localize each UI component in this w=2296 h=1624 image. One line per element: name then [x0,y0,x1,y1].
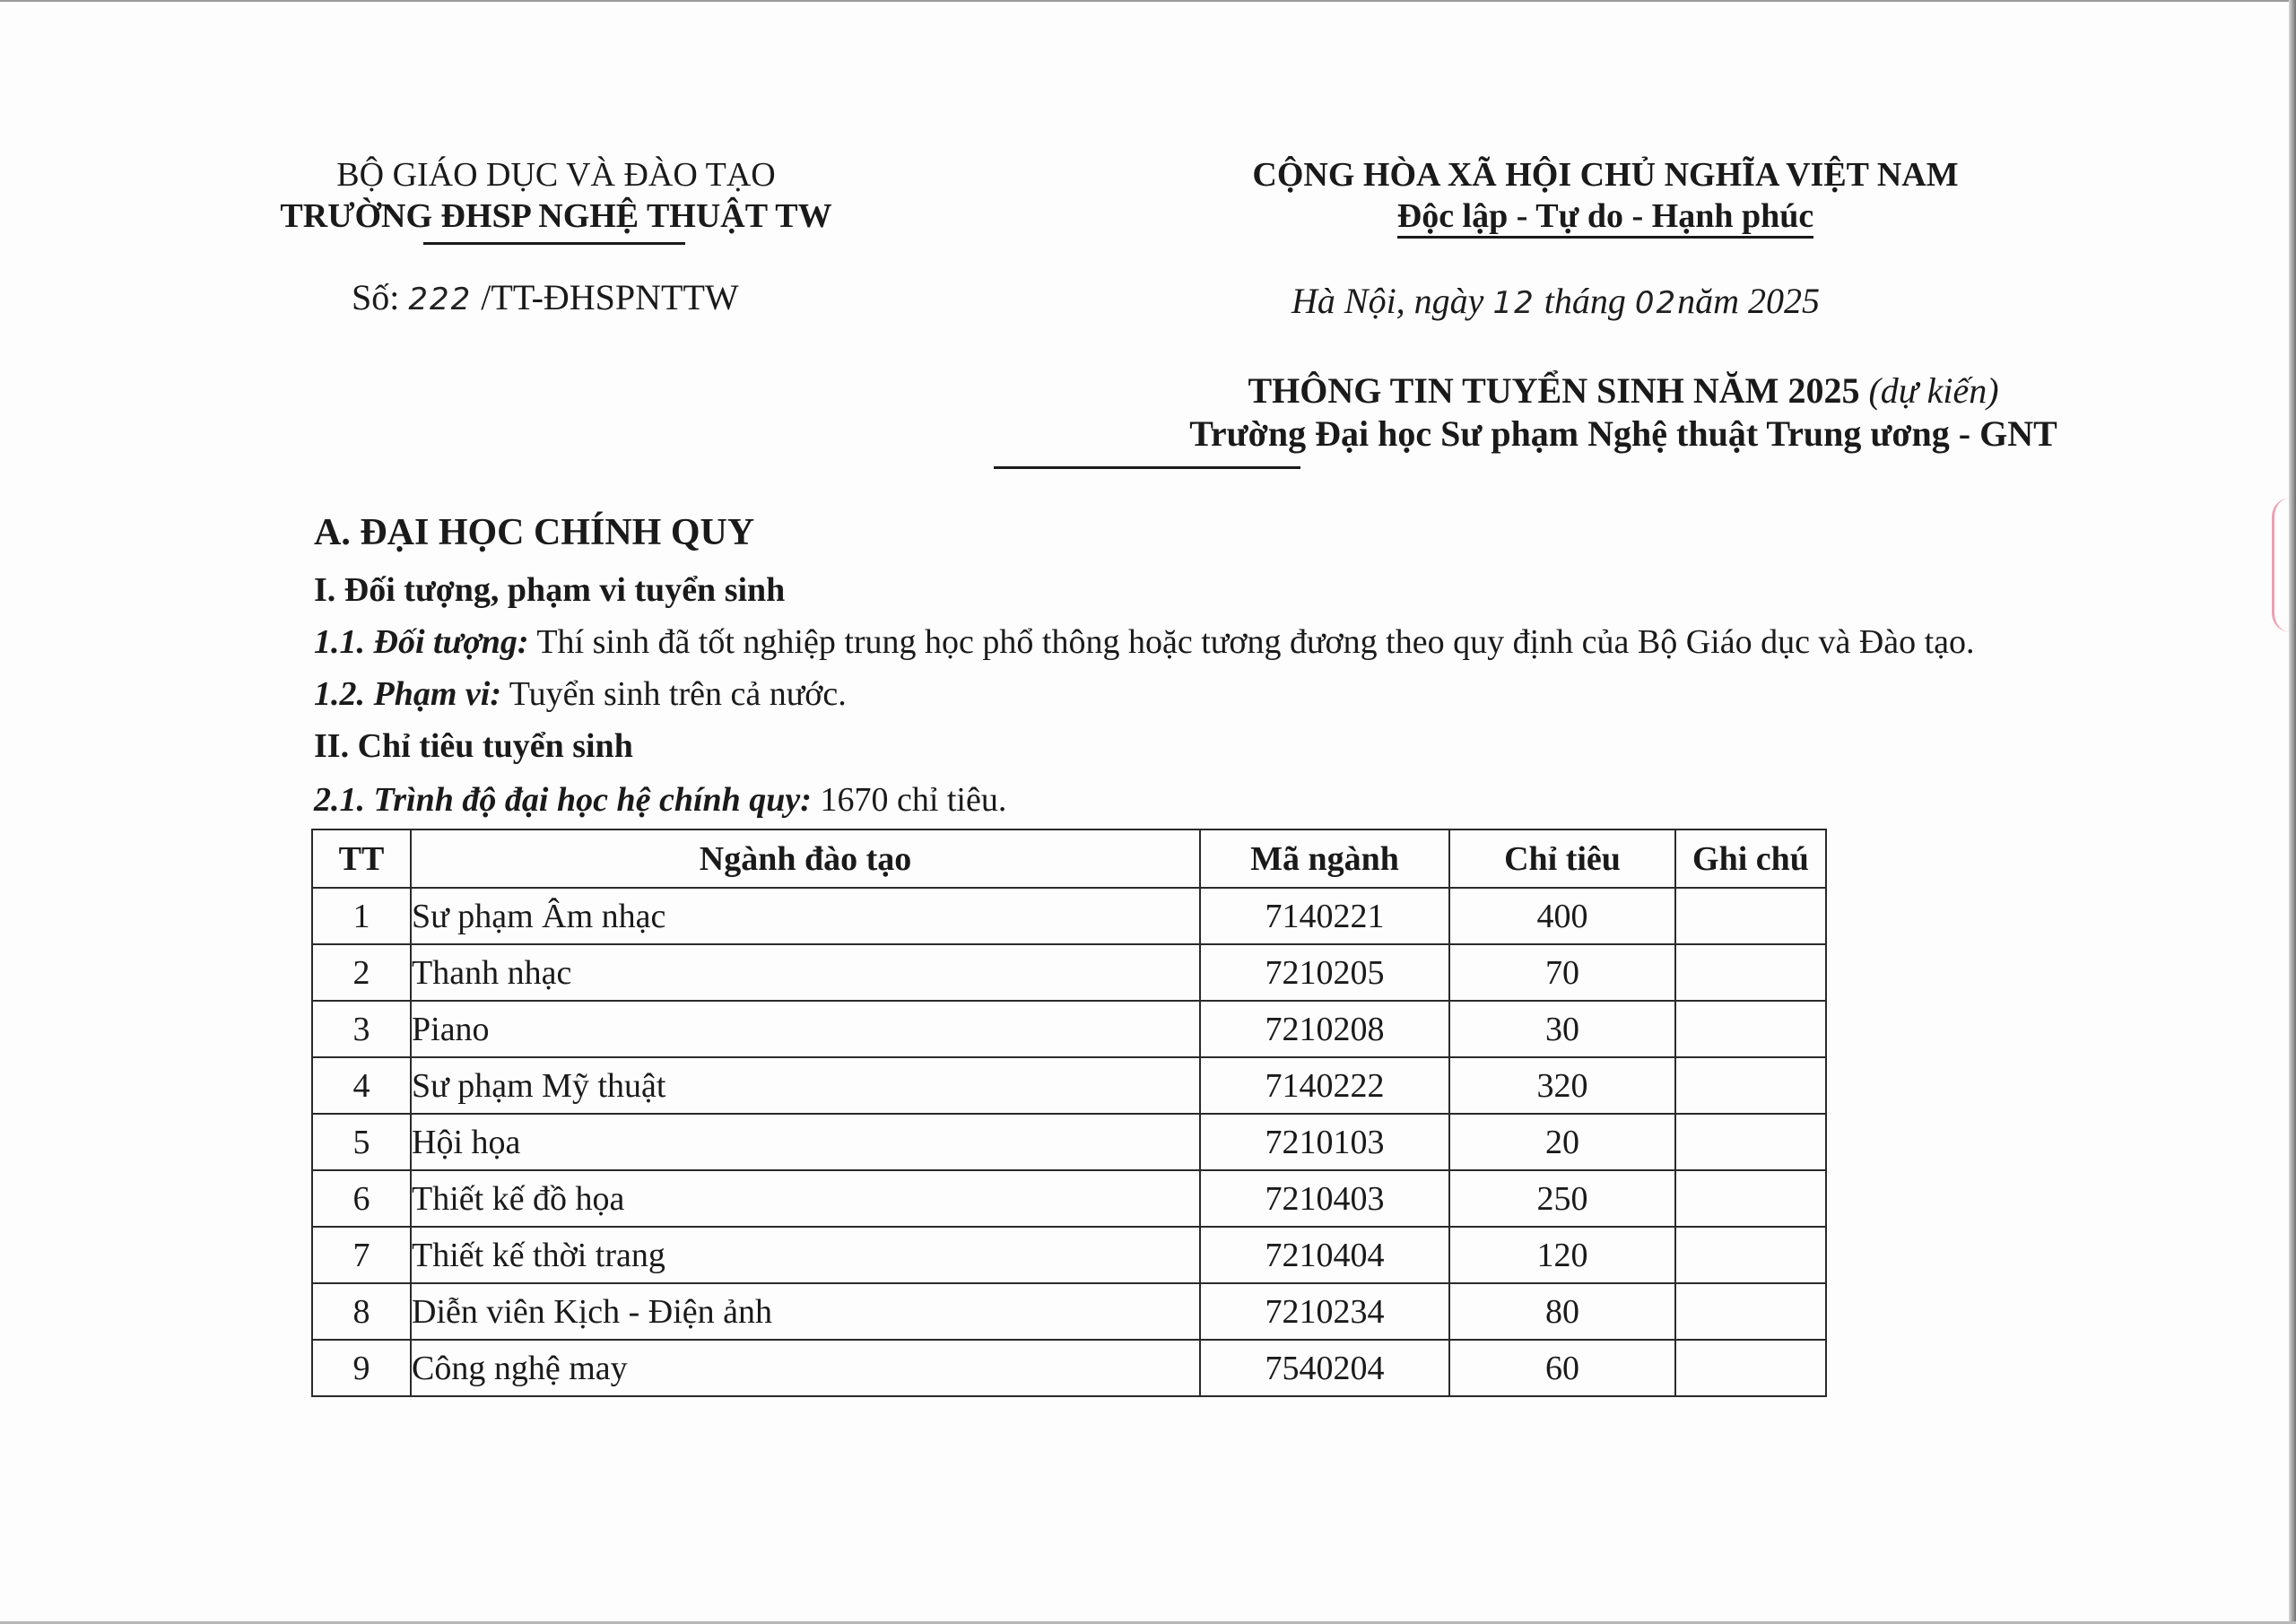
title-note: (dự kiến) [1868,370,1999,411]
cell-note [1675,944,1826,1001]
table-row [312,1170,1826,1227]
cell-major: Hội họa [411,1114,1200,1170]
cell-tt: 5 [312,1114,411,1170]
ministry-name: BỘ GIÁO DỤC VÀ ĐÀO TẠO [336,156,776,194]
section-a-heading: A. ĐẠI HỌC CHÍNH QUY [314,512,755,553]
cell-tt: 1 [312,888,411,944]
table-row [312,1001,1826,1057]
cell-code: 7540204 [1200,1340,1449,1396]
cell-major: Piano [411,1001,1200,1057]
seal-fragment [2272,498,2291,632]
col-header-quota: Chỉ tiêu [1449,829,1675,888]
date-month-handwritten: 02 [1634,285,1678,321]
scan-edge-right [2289,0,2296,1624]
col-header-note: Ghi chú [1675,829,1826,888]
cell-note [1675,1057,1826,1114]
paragraph-1-1 [314,622,1975,662]
cell-code: 7210208 [1200,1001,1449,1057]
country-name: CỘNG HÒA XÃ HỘI CHỦ NGHĨA VIỆT NAM [1252,156,1959,194]
title-line-1 [502,369,2296,412]
cell-tt: 4 [312,1057,411,1114]
table-row [312,1283,1826,1340]
cell-quota: 70 [1449,944,1675,1001]
p11-label: 1.1. Đối tượng: [314,623,529,661]
cell-code: 7210404 [1200,1227,1449,1283]
date-prefix: Hà Nội, ngày [1292,281,1484,321]
date-day-handwritten: 12 [1492,285,1535,321]
section-i-heading: I. Đối tượng, phạm vi tuyển sinh [314,571,786,609]
cell-tt: 7 [312,1227,411,1283]
section-ii-heading: II. Chỉ tiêu tuyển sinh [314,727,633,765]
p12-text: Tuyển sinh trên cả nước. [500,675,847,713]
school-name: TRƯỜNG ĐHSP NGHỆ THUẬT TW [280,197,832,235]
cell-major: Sư phạm Mỹ thuật [411,1057,1200,1114]
cell-quota: 60 [1449,1340,1675,1396]
table-row [312,888,1826,944]
scan-edge-top [0,0,2296,2]
cell-quota: 30 [1449,1001,1675,1057]
col-header-tt: TT [312,829,411,888]
document-number [352,276,739,318]
p12-label: 1.2. Phạm vi: [314,675,501,713]
cell-major: Sư phạm Âm nhạc [411,888,1200,944]
issue-date [1292,280,1820,322]
cell-code: 7210205 [1200,944,1449,1001]
cell-code: 7140221 [1200,888,1449,944]
cell-major: Thanh nhạc [411,944,1200,1001]
table-row [312,1227,1826,1283]
cell-note [1675,888,1826,944]
col-header-major: Ngành đào tạo [411,829,1200,888]
cell-note [1675,1114,1826,1170]
date-year: năm 2025 [1677,281,1820,321]
cell-major: Thiết kế đồ họa [411,1170,1200,1227]
cell-quota: 320 [1449,1057,1675,1114]
p11-text: Thí sinh đã tốt nghiệp trung học phổ thông hoặc tương đương theo quy định của Bộ Giáo dục và Đào tạo. [528,623,1975,661]
cell-code: 7210403 [1200,1170,1449,1227]
cell-tt: 3 [312,1001,411,1057]
p21-label: 2.1. Trình độ đại học hệ chính quy: [314,781,812,819]
cell-tt: 8 [312,1283,411,1340]
doc-number-label: Số: [352,277,400,317]
table-row [312,1057,1826,1114]
issuer-underline [423,242,685,245]
cell-note [1675,1340,1826,1396]
cell-quota: 400 [1449,888,1675,944]
cell-quota: 120 [1449,1227,1675,1283]
cell-note [1675,1283,1826,1340]
cell-quota: 80 [1449,1283,1675,1340]
cell-tt: 2 [312,944,411,1001]
cell-code: 7140222 [1200,1057,1449,1114]
cell-note [1675,1227,1826,1283]
title-line-2: Trường Đại học Sư phạm Nghệ thuật Trung ương - GNT [1189,413,2057,454]
paragraph-1-2 [314,674,847,714]
doc-number-handwritten: 222 [408,282,473,317]
col-header-code: Mã ngành [1200,829,1449,888]
title-main: THÔNG TIN TUYỂN SINH NĂM 2025 [1248,370,1860,411]
cell-tt: 6 [312,1170,411,1227]
national-header [1202,154,2009,239]
cell-major: Công nghệ may [411,1340,1200,1396]
cell-quota: 20 [1449,1114,1675,1170]
national-motto: Độc lập - Tự do - Hạnh phúc [1397,198,1814,239]
table-row [312,1340,1826,1396]
cell-code: 7210234 [1200,1283,1449,1340]
paragraph-2-1 [314,780,1006,820]
doc-number-suffix: /TT-ĐHSPNTTW [481,277,739,317]
quota-table [311,829,1827,1397]
cell-tt: 9 [312,1340,411,1396]
cell-code: 7210103 [1200,1114,1449,1170]
table-row [312,1114,1826,1170]
table-row [312,944,1826,1001]
cell-note [1675,1001,1826,1057]
cell-quota: 250 [1449,1170,1675,1227]
table-header-row [312,829,1826,888]
title-underline [994,466,1300,469]
issuer-block [242,154,870,237]
p21-text: 1670 chỉ tiêu. [811,781,1007,819]
date-month-label: tháng [1544,281,1626,321]
cell-major: Thiết kế thời trang [411,1227,1200,1283]
cell-note [1675,1170,1826,1227]
cell-major: Diễn viên Kịch - Điện ảnh [411,1283,1200,1340]
